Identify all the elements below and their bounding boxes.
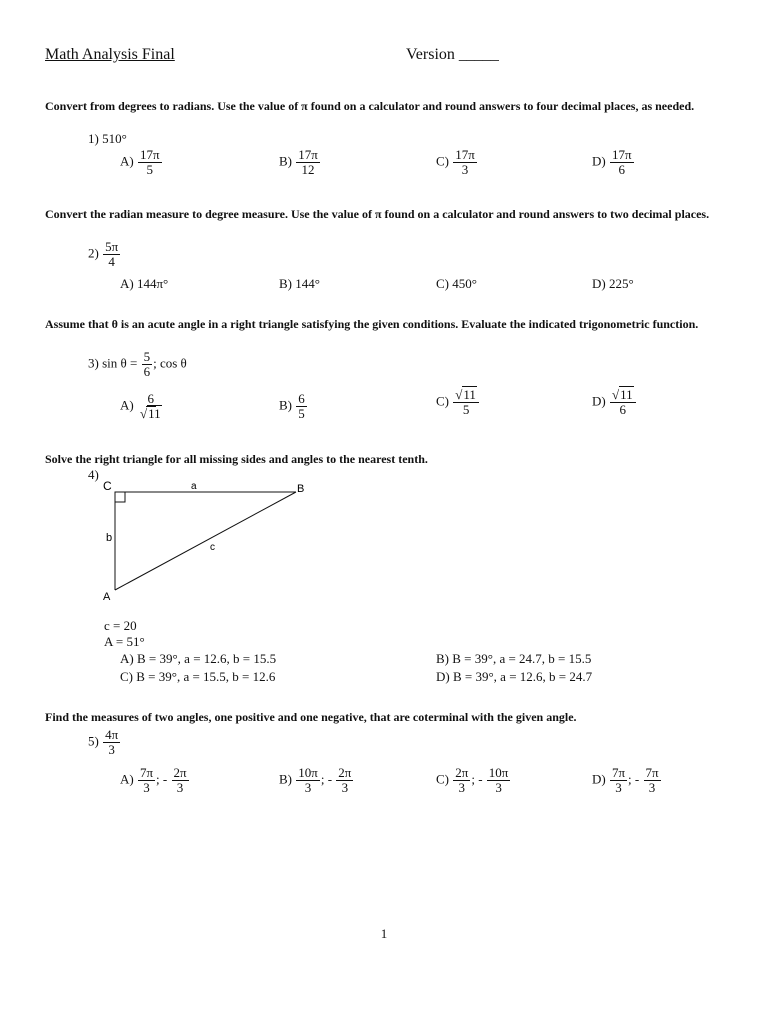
q5-option-b-frac1: [296, 766, 320, 795]
radicand: 11: [463, 387, 476, 402]
numerator: 2π: [338, 765, 352, 780]
vertex-a-label: A: [103, 591, 111, 603]
vertex-b-label: B: [297, 483, 305, 495]
separator: ; -: [156, 771, 168, 787]
q5-option-c[interactable]: [436, 766, 511, 795]
q3-option-c-label: C): [436, 393, 449, 409]
q5-option-c-frac2: [487, 766, 511, 795]
page-title: Math Analysis Final: [45, 46, 175, 63]
q3-prompt-fraction: [142, 350, 153, 379]
q1-option-c[interactable]: [436, 148, 478, 177]
denominator: 3: [458, 780, 466, 795]
q4-option-a[interactable]: A) B = 39°, a = 12.6, b = 15.5: [120, 651, 277, 666]
q1-instruction: Convert from degrees to radians. Use the value of π found on a calculator and round answers to four decimal places, as needed.: [45, 99, 695, 113]
q4-option-c[interactable]: C) B = 39°, a = 15.5, b = 12.6: [120, 669, 276, 684]
q2-prompt-fraction: [103, 240, 120, 269]
q5-option-a-frac2: [172, 766, 189, 795]
q3-option-a-label: A): [120, 397, 134, 413]
denominator: 5: [298, 406, 305, 421]
denominator: 3: [461, 162, 469, 177]
q4-option-b[interactable]: B) B = 39°, a = 24.7, b = 15.5: [436, 651, 592, 666]
q2-option-b-text: 144°: [295, 276, 320, 291]
q5-instruction: Find the measures of two angles, one positive and one negative, that are coterminal with the given angle.: [45, 710, 577, 724]
numerator: 2π: [455, 765, 469, 780]
numerator: 6: [147, 391, 155, 406]
q4-given-a: A = 51°: [104, 634, 145, 649]
q1-option-b-label: B): [279, 153, 292, 169]
q5-option-d-label: D): [592, 771, 606, 787]
q2-option-c-text: 450°: [452, 276, 477, 291]
q5-option-d-frac2: [644, 766, 661, 795]
side-c-line: [115, 492, 296, 590]
q1-prompt: [88, 131, 127, 147]
q5-option-d[interactable]: [592, 766, 662, 795]
denominator: 5: [146, 162, 153, 177]
q3-option-a[interactable]: [120, 392, 165, 421]
q3-option-b[interactable]: [279, 392, 308, 421]
q4-instruction: Solve the right triangle for all missing sides and angles to the nearest tenth.: [45, 452, 428, 466]
numerator: 6: [298, 391, 305, 406]
separator: ; -: [471, 771, 483, 787]
q2-option-d[interactable]: [592, 276, 634, 292]
q5-number: 5): [88, 733, 99, 749]
numerator: 7π: [645, 765, 659, 780]
side-c-label: c: [210, 542, 215, 553]
q1-option-c-fraction: [453, 148, 477, 177]
q3-instruction: Assume that θ is an acute angle in a right triangle satisfying the given conditions. Evaluate the indicated trigonometric function.: [45, 317, 699, 331]
numerator: 2π: [173, 765, 187, 780]
q4-option-d[interactable]: D) B = 39°, a = 12.6, b = 24.7: [436, 669, 593, 684]
q5-option-a[interactable]: [120, 766, 190, 795]
q5-option-b[interactable]: [279, 766, 354, 795]
q1-option-a-label: A): [120, 153, 134, 169]
q5-option-d-frac1: [610, 766, 627, 795]
q2-instruction: Convert the radian measure to degree measure. Use the value of π found on a calculator and round answers to two decimal places.: [45, 207, 710, 221]
side-a-label: a: [191, 481, 197, 492]
denominator: 6: [619, 402, 627, 417]
q1-number: 1): [88, 131, 99, 146]
numerator: 4π: [105, 727, 119, 742]
q3-option-a-fraction: [138, 392, 164, 421]
numerator: 17π: [139, 147, 160, 162]
q2-number: 2): [88, 245, 99, 261]
q5-prompt: [88, 728, 121, 757]
q2-option-b[interactable]: [279, 276, 320, 292]
q3-option-d-label: D): [592, 393, 606, 409]
q3-option-d-fraction: [610, 388, 636, 417]
numerator: 7π: [611, 765, 626, 780]
radicand: 11: [148, 406, 161, 421]
q3-option-c[interactable]: [436, 388, 480, 417]
q4-given-c: c = 20: [104, 618, 137, 633]
denominator: 3: [108, 742, 115, 757]
right-angle-mark: [115, 492, 125, 502]
denominator: 12: [301, 162, 315, 177]
separator: ; -: [320, 771, 333, 787]
denominator: 3: [304, 780, 312, 795]
q3-option-d[interactable]: [592, 388, 637, 417]
denominator: 6: [618, 162, 625, 177]
q1-option-a-fraction: [138, 148, 162, 177]
denominator: 3: [341, 780, 349, 795]
numerator: 17π: [455, 147, 475, 162]
q3-number: 3): [88, 355, 99, 371]
denominator: 5: [462, 402, 470, 417]
q1-option-a[interactable]: [120, 148, 163, 177]
q4-number: 4): [88, 467, 99, 482]
denominator: 3: [648, 780, 656, 795]
q3-option-b-fraction: [296, 392, 307, 421]
denominator: 4: [108, 254, 115, 269]
q1-option-b-fraction: [296, 148, 320, 177]
q2-option-c[interactable]: [436, 276, 477, 292]
q2-prompt: [88, 240, 121, 269]
denominator: 6: [143, 364, 151, 379]
q2-option-d-label: D): [592, 276, 606, 291]
numerator: 5: [143, 349, 151, 364]
denominator: 3: [495, 780, 502, 795]
q1-option-d-fraction: [610, 148, 634, 177]
page-number: 1: [380, 926, 388, 941]
q5-option-b-frac2: [336, 766, 353, 795]
q5-option-c-label: C): [436, 771, 449, 787]
numerator: √11: [453, 388, 479, 403]
q5-option-b-label: B): [279, 771, 292, 787]
q5-prompt-fraction: [103, 728, 120, 757]
q2-option-c-label: C): [436, 276, 449, 291]
denominator: 3: [615, 780, 622, 795]
numerator: √11: [610, 388, 636, 403]
radicand: 11: [620, 387, 633, 402]
q3-prompt-pre: sin θ =: [102, 355, 138, 371]
denominator: 3: [143, 780, 150, 795]
q2-option-a[interactable]: [120, 276, 168, 292]
numerator: 10π: [488, 765, 509, 780]
denominator: √11: [139, 406, 161, 421]
numerator: 10π: [298, 765, 318, 780]
q1-option-d[interactable]: [592, 148, 635, 177]
q3-option-c-fraction: [453, 388, 479, 417]
version-field: Version _____: [406, 46, 499, 63]
q1-option-c-label: C): [436, 153, 449, 169]
numerator: 7π: [139, 765, 154, 780]
q5-option-a-frac1: [138, 766, 155, 795]
q2-option-a-text: 144π°: [136, 276, 169, 291]
q1-prompt-text: 510°: [102, 131, 127, 146]
q3-prompt-post: ; cos θ: [153, 355, 187, 371]
q3-prompt: [88, 350, 187, 379]
q5-option-a-label: A): [120, 771, 134, 787]
q1-option-b[interactable]: [279, 148, 321, 177]
q5-option-c-frac1: [453, 766, 470, 795]
side-b-label: b: [106, 532, 113, 544]
q2-option-a-label: A): [120, 276, 134, 291]
q2-option-b-label: B): [279, 276, 292, 291]
vertex-c-label: C: [103, 479, 112, 493]
separator: ; -: [628, 771, 640, 787]
denominator: 3: [176, 780, 184, 795]
numerator: 17π: [298, 147, 318, 162]
q2-option-d-text: 225°: [608, 276, 634, 291]
q3-option-b-label: B): [279, 397, 292, 413]
numerator: 5π: [105, 239, 119, 254]
q1-option-d-label: D): [592, 153, 606, 169]
numerator: 17π: [611, 147, 632, 162]
right-triangle-diagram: [95, 476, 320, 606]
